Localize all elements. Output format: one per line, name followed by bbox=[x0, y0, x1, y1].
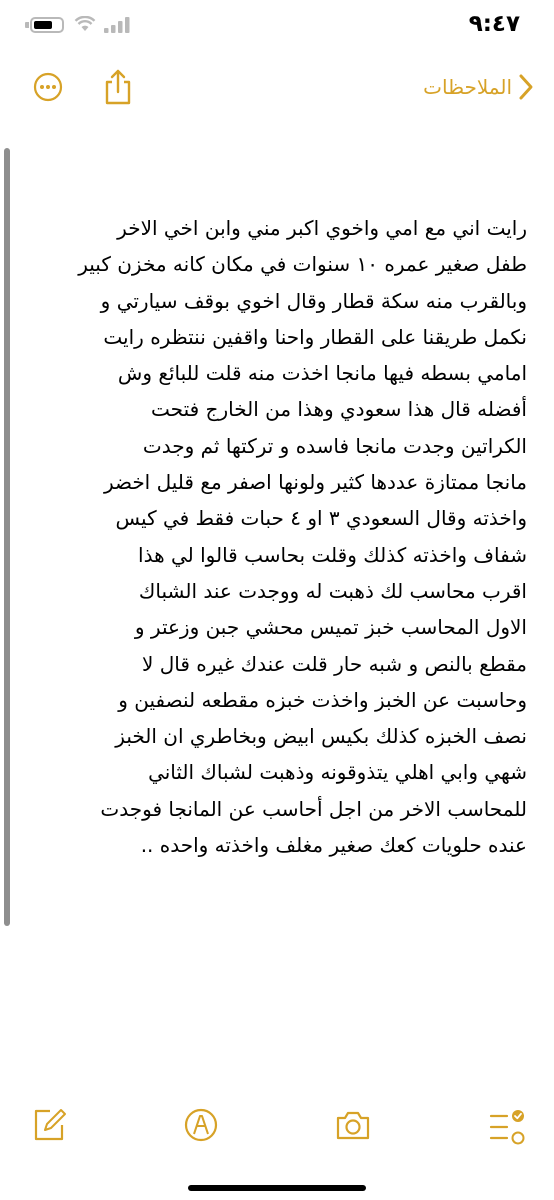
nav-bar bbox=[0, 62, 554, 114]
share-icon[interactable] bbox=[101, 68, 135, 106]
note-line: نكمل طريقنا على القطار واحنا واقفين ننتظره رايت bbox=[103, 324, 527, 349]
scroll-indicator[interactable] bbox=[4, 148, 10, 926]
note-line: واخذته وقال السعودي ٣ او ٤ حبات فقط في كيس bbox=[115, 506, 527, 531]
note-line: امامي بسطه فيها مانجا اخذت منه قلت للبائع وش bbox=[117, 361, 527, 386]
status-bar bbox=[0, 0, 554, 60]
home-indicator[interactable] bbox=[188, 1185, 366, 1191]
battery-icon bbox=[30, 17, 64, 33]
checklist-icon[interactable] bbox=[487, 1105, 527, 1145]
status-time: ٩:٤٧ bbox=[468, 11, 520, 37]
note-line: نصف الخبزه كذلك بكيس ابيض وبخاطري ان الخبز bbox=[115, 724, 527, 749]
note-line: للمحاسب الاخر من اجل أحاسب عن المانجا فوجدت bbox=[100, 796, 527, 821]
note-line: أفضله قال هذا سعودي وهذا من الخارج فتحت bbox=[151, 397, 527, 422]
note-line: عنده حلويات كعك صغير مغلف واخذته واحده .. bbox=[140, 833, 527, 858]
note-line: وبالقرب منه سكة قطار وقال اخوي بوقف سيارتي و bbox=[100, 288, 527, 313]
bottom-toolbar bbox=[0, 1105, 554, 1149]
note-line: مانجا ممتازة عددها كثير ولونها اصفر مع قليل اخضر bbox=[103, 470, 527, 495]
more-options-icon[interactable] bbox=[33, 72, 63, 102]
note-line: مقطع بالنص و شبه حار قلت عندك غيره قال لا bbox=[141, 651, 527, 676]
signal-icon bbox=[104, 17, 132, 33]
note-line: الكراتين وجدت مانجا فاسده و تركتها ثم وجدت bbox=[142, 433, 527, 458]
back-label: الملاحظات bbox=[423, 75, 512, 99]
camera-icon[interactable] bbox=[333, 1105, 373, 1145]
back-button[interactable] bbox=[423, 68, 534, 106]
note-body[interactable] bbox=[62, 210, 527, 863]
note-line: رايت اني مع امي واخوي اكبر مني وابن اخي الاخر bbox=[117, 216, 527, 240]
wifi-icon bbox=[74, 16, 96, 32]
compose-icon[interactable] bbox=[30, 1105, 68, 1145]
chevron-right-icon bbox=[518, 73, 534, 101]
note-line: طفل صغير عمره ١٠ سنوات في مكان كانه مخزن كبير bbox=[78, 252, 527, 277]
note-line: شهي وابي اهلي يتذوقونه وذهبت لشباك الثاني bbox=[148, 760, 527, 785]
note-line: اقرب محاسب لك ذهبت له ووجدت عند الشباك bbox=[138, 578, 527, 603]
note-line: وحاسبت عن الخبز واخذت خبزه مقطعه لنصفين و bbox=[118, 687, 527, 712]
markup-icon[interactable] bbox=[181, 1105, 221, 1145]
note-line: الاول المحاسب خبز تميس محشي جبن وزعتر و bbox=[134, 615, 527, 640]
note-line: شفاف واخذته كذلك وقلت بحاسب قالوا لي هذا bbox=[138, 542, 527, 567]
